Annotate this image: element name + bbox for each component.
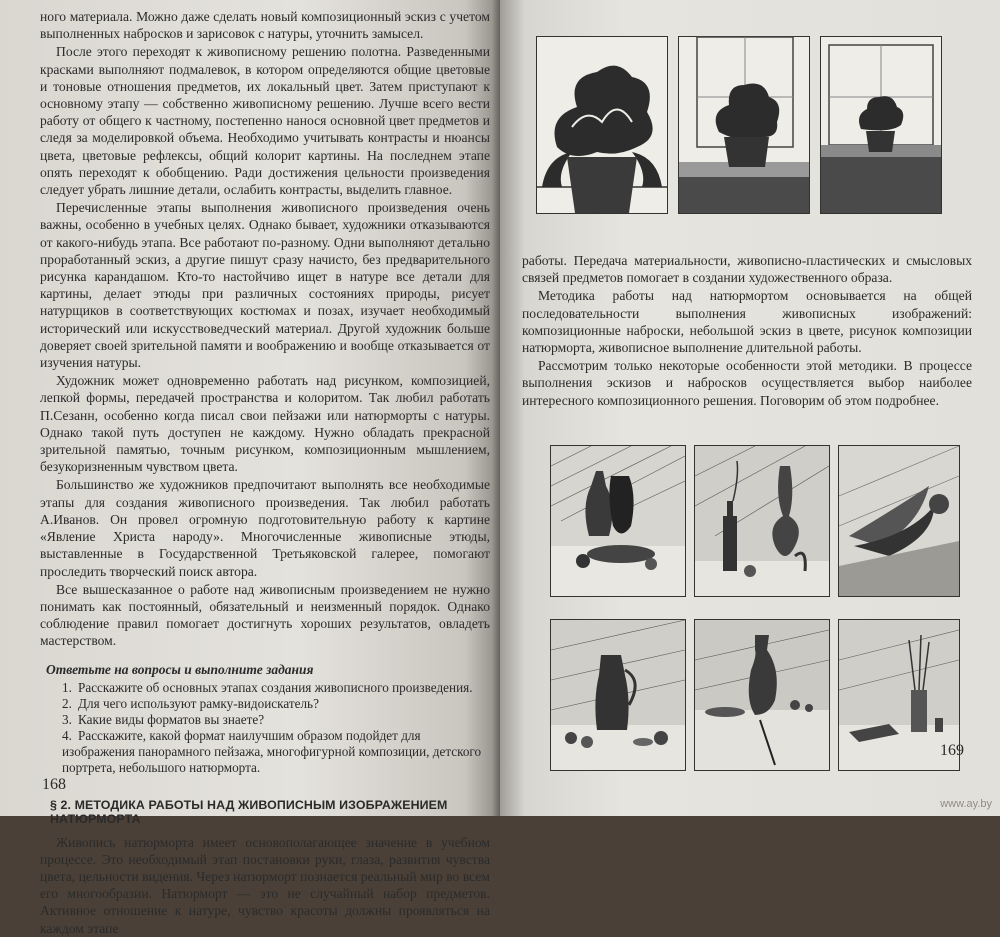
paragraph: Перечисленные этапы выполнения живописного произведения очень важны, особенно в учебных целях. Однако бывает, художники отказываются от какого-нибудь этапа. Все работают по-разному. Одни выполняют детально проработанный эскиз, а другие пишут сразу начисто, без предварительного рисунка карандашом. Кто-то настойчиво ищет в натуре все детали для картины, делает этюды при различных состояниях природы, рисует натурщиков в соответствующих костюмах и позах, изучает необходимый исторический или искусствоведческий материал. Другой художник больше доверяет своей зрительной памяти и воображению и вообще отказывается от изучения натуры. [40, 200, 490, 371]
paragraph: Большинство же художников предпочитают выполнять все необходимые этапы для создания живописного произведения. Так любил работать А.Иванов. Он провел огромную подготовительную работу к картине «Явление Христа народу». Многочисленные живописные этюды, выставленные в Государственной Третьяковской галерее, помогают проследить творческий поиск автора. [40, 477, 490, 579]
paragraph: Художник может одновременно работать над рисунком, композицией, лепкой формы, передачей пространства и колоритом. Так любил работать П.Сезанн, особенно когда писал свои пейзажи или натюрморты с натуры. Однако такой путь доступен не каждому. Нужно обладать прекрасной зрительной памятью, точным рисунком, композиционным мышлением, безукоризненным чувством цвета. [40, 373, 490, 475]
paragraph: Методика работы над натюрмортом основывается на общей последовательности выполнения живописных изображений: композиционные наброски, небольшой эскиз в цвете, рисунок композиции натюрморта, живописное выполнение длительной работы. [522, 288, 972, 356]
paragraph: Рассмотрим только некоторые особенности этой методики. В процессе выполнения эскизов и набросков осуществляется выбор наиболее интересного композиционного решения. Поговорим об этом подробнее. [522, 358, 972, 408]
still-life-vases-sketch [550, 445, 686, 597]
watermark: www.ay.by [940, 798, 992, 810]
paragraph: Все вышесказанное о работе над живописным произведением не нужно понимать как постоянный, обязательный и неизменный порядок. Однако соблюдение правил помогает достигнуть хороших результатов, овладеть мастерством. [40, 581, 490, 649]
paragraph: ного материала. Можно даже сделать новый композиционный эскиз с учетом выполненных набросков и зарисовок с натуры, уточнить замысел. [40, 9, 490, 42]
section-title: § 2. МЕТОДИКА РАБОТЫ НАД ЖИВОПИСНЫМ ИЗОБРАЖЕНИЕМ НАТЮРМОРТА [50, 797, 448, 826]
questions-heading: Ответьте на вопросы и выполните задания [46, 661, 314, 677]
violet-windowsill-illustration [678, 36, 810, 214]
still-life-jug-sketch [550, 619, 686, 771]
page-number: 169 [940, 742, 964, 759]
question-item: 1. Расскажите об основных этапах создания живописного произведения. [62, 679, 473, 695]
still-life-lamp-sketch [694, 445, 830, 597]
question-item: 3. Какие виды форматов вы знаете? [62, 711, 265, 727]
still-life-sketch-grid [550, 445, 972, 771]
still-life-bananas-sketch [838, 445, 960, 597]
right-text-block [522, 252, 972, 409]
right-page [500, 0, 1000, 816]
paragraph: работы. Передача материальности, живописно-пластических и смысловых связей предметов помогает в создании художественного образа. [522, 253, 972, 286]
paragraph: Живопись натюрморта имеет основополагающее значение в учебном процессе. Это необходимый этап постановки руки, глаза, развития чувства цвета, цельности видения. Через натюрморт познается реальный мир во всем его многообразии. Натюрморт — это не случайный набор предметов. Активное отношение к натуре, чувство красоты должны проявляться на каждом этапе [40, 834, 490, 936]
still-life-vase-plate-sketch [694, 619, 830, 771]
violet-sketch-row [536, 36, 972, 214]
question-item: 2. Для чего используют рамку-видоискатель? [62, 695, 319, 711]
paragraph: После этого переходят к живописному решению полотна. Разведенными красками выполняют подмалевок, в котором определяются общие цветовые и тоновые отношения предметов, их локальный цвет. Затем приступают к основному этапу — собственно живописному решению. Лучше всего вести работу от общего к частному, постепенно нанося основной цвет предметов и следя за моделировкой объема. Необходимо учитывать контрасты и нюансы цвета, цветовые рефлексы, общий колорит картины. На последнем этапе опять переходят к обобщению. Ради достижения цельности произведения следует убрать лишние детали, ослабить контрасты, выделить главное. [40, 44, 490, 198]
questions-list [40, 680, 490, 776]
page-number: 168 [42, 776, 66, 793]
violet-closeup-illustration [536, 36, 668, 214]
left-page [0, 0, 500, 936]
violet-window-illustration [820, 36, 942, 214]
question-item: 4. Расскажите, какой формат наилучшим образом подойдет для изображения панорамного пейзажа, многофигурной композиции, детского портрета, небольшого натюрморта. [62, 727, 482, 775]
